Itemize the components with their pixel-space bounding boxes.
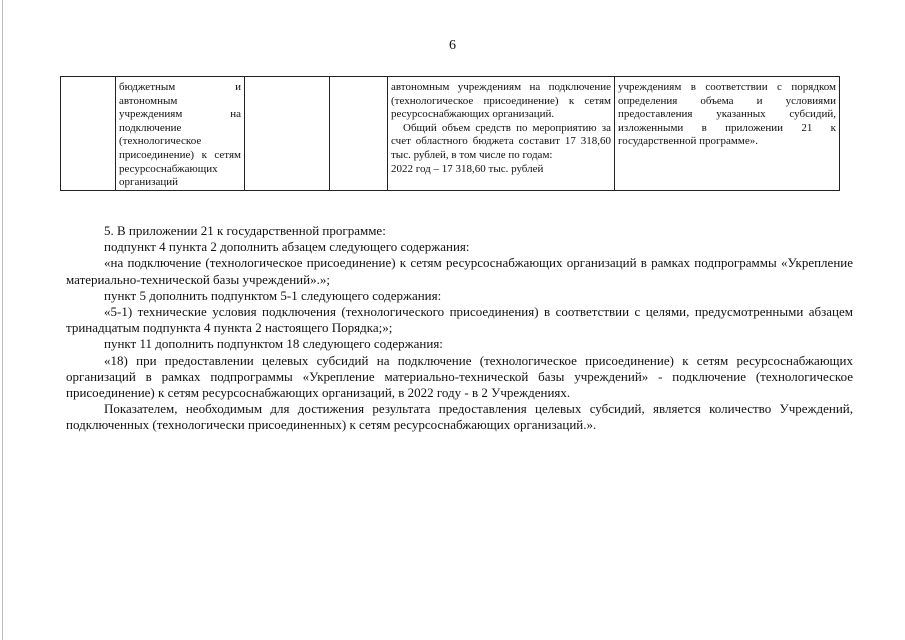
- cell-text: бюджетным и автономным учреждениям на подключение (технологическое присоединение) к сетям ресурсоснабжающих организаций: [119, 81, 241, 189]
- page-number: 6: [449, 38, 456, 53]
- table-cell-2: [116, 77, 245, 191]
- body-text: [66, 223, 853, 434]
- cell-text: 2022 год – 17 318,60 тыс. рублей: [391, 162, 544, 175]
- table-row: [61, 77, 840, 191]
- cell-text: Общий объем средств по мероприятию за счет областного бюджета составит 17 318,60 тыс. рублей, в том числе по годам:: [391, 121, 611, 161]
- table-cell-3: [245, 77, 330, 191]
- paragraph: «5-1) технические условия подключения (технологического присоединения) в соответствии с целями, предусмотренными абзацем тринадцатым подпункта 4 пункта 2 настоящего Порядка;»;: [66, 304, 853, 336]
- cell-text: автономным учреждениям на подключение (технологическое присоединение) к сетям ресурсоснабжающих организаций.: [391, 81, 611, 121]
- paragraph: пункт 11 дополнить подпунктом 18 следующего содержания:: [104, 336, 443, 352]
- page-edge-line: [2, 0, 3, 640]
- program-table: [60, 76, 840, 191]
- paragraph: пункт 5 дополнить подпунктом 5-1 следующего содержания:: [104, 287, 442, 303]
- table-cell-5: [388, 77, 615, 191]
- paragraph: «18) при предоставлении целевых субсидий на подключение (технологическое присоединение) к сетям ресурсоснабжающих организаций в рамках подпрограммы «Укрепление материально-технической базы учреждений» - подключение (технологическое присоединение) к сетям ресурсоснабжающих организаций, в 2022 году - в 2 Учреждениях.: [66, 352, 853, 401]
- table-cell-4: [330, 77, 388, 191]
- paragraph: «на подключение (технологическое присоединение) к сетям ресурсоснабжающих организаций в рамках подпрограммы «Укрепление материально-технической базы учреждений».»;: [66, 255, 853, 287]
- paragraph: 5. В приложении 21 к государственной программе:: [104, 223, 386, 238]
- table-cell-6: [615, 77, 840, 191]
- paragraph: подпункт 4 пункта 2 дополнить абзацем следующего содержания:: [104, 239, 470, 255]
- table-cell-1: [61, 77, 116, 191]
- paragraph: Показателем, необходимым для достижения результата предоставления целевых субсидий, является количество Учреждений, подключенных (технологически присоединенных) к сетям ресурсоснабжающих организаций.».: [66, 401, 853, 433]
- cell-text: учреждениям в соответствии с порядком определения объема и условиями предоставления указанных субсидий, изложенными в приложении 21 к государственной программе».: [618, 81, 836, 148]
